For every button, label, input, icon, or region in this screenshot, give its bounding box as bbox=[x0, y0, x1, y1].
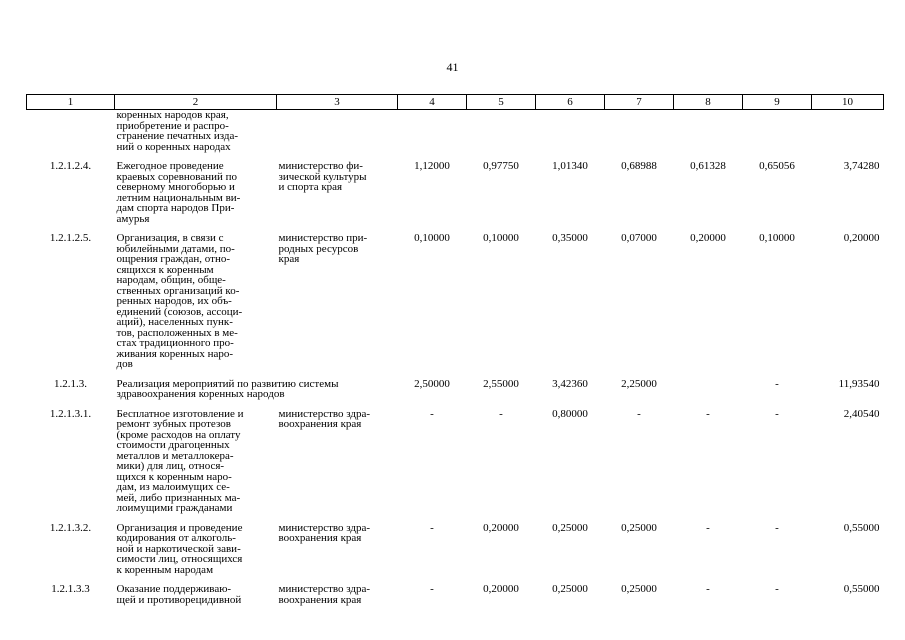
row-name-line: северному многоборью и bbox=[116, 181, 235, 193]
row-name-line: Бесплатное изготовление и bbox=[116, 407, 244, 420]
value-col-10: 2,40540 bbox=[843, 407, 880, 420]
column-header-5: 5 bbox=[467, 95, 536, 110]
column-header-9: 9 bbox=[743, 95, 812, 110]
page-number: 41 bbox=[446, 60, 459, 74]
value-col-4: 2,50000 bbox=[414, 377, 450, 390]
row-name-line: дам, из малоимущих се- bbox=[116, 481, 230, 493]
table-row bbox=[27, 161, 884, 233]
row-name-line: симости лиц, относящихся bbox=[116, 553, 243, 565]
row-executor bbox=[277, 409, 398, 523]
value-col-10: 11,93540 bbox=[838, 377, 880, 390]
row-name-line: летним национальным ви- bbox=[116, 191, 241, 204]
program-table bbox=[26, 94, 884, 614]
row-name-line: стах традиционного про- bbox=[116, 337, 234, 349]
row-name-line: странение печатных изда- bbox=[116, 130, 239, 142]
row-name-line: коренных народов края, bbox=[116, 109, 229, 121]
value-col-10: 0,55000 bbox=[843, 521, 880, 534]
value-col-5: 0,10000 bbox=[483, 232, 519, 244]
row-executor-line: министерство здра- bbox=[278, 583, 371, 595]
row-name-line: ний о коренных народах bbox=[116, 140, 231, 153]
row-name-line: Оказание поддерживаю- bbox=[116, 583, 232, 595]
row-name-line: лоимущими гражданами bbox=[116, 502, 233, 514]
row-executor-line: края bbox=[278, 253, 300, 265]
value-col-6: 3,42360 bbox=[552, 377, 588, 390]
row-code: 1.2.1.3.3 bbox=[51, 583, 90, 595]
value-col-5: - bbox=[499, 407, 503, 420]
row-executor bbox=[277, 523, 398, 585]
value-col-6: 1,01340 bbox=[552, 160, 588, 172]
row-name-line: дам спорта народов При- bbox=[116, 202, 235, 214]
table-row bbox=[27, 379, 884, 409]
value-col-4: 0,10000 bbox=[414, 232, 450, 244]
row-name-line: Организация и проведение bbox=[116, 521, 243, 534]
row-code: 1.2.1.2.5. bbox=[49, 232, 92, 244]
row-executor-line: министерство здра- bbox=[278, 521, 371, 534]
value-col-7: 0,07000 bbox=[621, 232, 657, 244]
row-name-line: живания коренных наро- bbox=[116, 347, 234, 360]
row-executor bbox=[277, 110, 398, 162]
column-header-6: 6 bbox=[536, 95, 605, 110]
row-name-line: дов bbox=[116, 358, 133, 370]
row-name-line: Реализация мероприятий по развитию системы bbox=[116, 377, 339, 390]
row-name-line: щихся к коренным наро- bbox=[116, 470, 232, 483]
row-executor-line: министерство здра- bbox=[278, 407, 371, 420]
value-col-9: - bbox=[775, 377, 779, 390]
value-col-7: 2,25000 bbox=[621, 377, 657, 390]
row-name-wide bbox=[115, 379, 398, 409]
value-col-7 bbox=[605, 110, 674, 162]
column-header-8: 8 bbox=[674, 95, 743, 110]
row-code: 1.2.1.3.1. bbox=[49, 407, 92, 420]
row-name-line: (кроме расходов на оплату bbox=[116, 428, 241, 441]
row-executor-line: министерство фи- bbox=[278, 160, 363, 172]
row-name bbox=[115, 409, 277, 523]
row-name-line: металлов и металлокера- bbox=[116, 449, 234, 462]
value-col-10: 3,74280 bbox=[843, 160, 880, 172]
row-name-line: к коренным народам bbox=[116, 563, 214, 576]
row-name-line: ренных народов, их объ- bbox=[116, 295, 232, 307]
value-col-5: 0,20000 bbox=[483, 583, 519, 595]
row-name-line: амурья bbox=[116, 212, 150, 225]
value-col-8: - bbox=[706, 583, 710, 595]
table-row bbox=[27, 409, 884, 523]
column-header-4: 4 bbox=[398, 95, 467, 110]
column-header-2: 2 bbox=[115, 95, 277, 110]
row-executor-line: зической культуры bbox=[278, 170, 367, 183]
row-name-line: Организация, в связи с bbox=[116, 232, 224, 244]
value-col-8: - bbox=[706, 521, 710, 534]
value-col-8 bbox=[674, 110, 743, 162]
value-col-8: - bbox=[706, 407, 710, 420]
value-col-6: 0,25000 bbox=[552, 521, 588, 534]
row-name bbox=[115, 110, 277, 162]
value-col-7: 0,25000 bbox=[621, 521, 657, 534]
table-row bbox=[27, 233, 884, 379]
value-col-4: 1,12000 bbox=[414, 160, 450, 172]
row-name-line: приобретение и распро- bbox=[116, 119, 229, 132]
value-col-7: 0,25000 bbox=[621, 583, 657, 595]
row-name-line: мей, либо признанных ма- bbox=[116, 491, 241, 504]
value-col-5: 2,55000 bbox=[483, 377, 519, 390]
value-col-9: - bbox=[775, 583, 779, 595]
value-col-4 bbox=[398, 110, 467, 162]
value-col-6: 0,25000 bbox=[552, 583, 588, 595]
value-col-9: 0,10000 bbox=[759, 232, 795, 244]
value-col-9 bbox=[743, 110, 812, 162]
row-name-line: единений (союзов, ассоци- bbox=[116, 305, 243, 318]
value-col-6: 0,80000 bbox=[552, 407, 588, 420]
row-executor-line: министерство при- bbox=[278, 232, 368, 244]
row-name-line: народам, общин, обще- bbox=[116, 274, 226, 286]
value-col-7: 0,68988 bbox=[621, 160, 657, 172]
row-executor bbox=[277, 161, 398, 233]
row-executor bbox=[277, 233, 398, 379]
value-col-8: 0,20000 bbox=[690, 232, 726, 244]
value-col-5: 0,97750 bbox=[483, 160, 519, 172]
row-code bbox=[27, 110, 115, 162]
column-header-3: 3 bbox=[277, 95, 398, 110]
column-header-1: 1 bbox=[27, 95, 115, 110]
row-name-line: щей и противорецидивной bbox=[116, 593, 242, 606]
header-row bbox=[27, 95, 884, 110]
column-header-10: 10 bbox=[812, 95, 884, 110]
row-name-line: мики) для лиц, относя- bbox=[116, 460, 225, 472]
row-executor-line: воохранения края bbox=[278, 532, 362, 544]
row-name-line: Ежегодное проведение bbox=[116, 160, 224, 172]
row-name-line: здравоохранения коренных народов bbox=[116, 388, 285, 400]
row-name-line: тов, расположенных в ме- bbox=[116, 326, 238, 339]
value-col-4: - bbox=[430, 583, 434, 595]
value-col-10: 0,20000 bbox=[843, 232, 880, 244]
value-col-4: - bbox=[430, 407, 434, 420]
row-name-line: стоимости драгоценных bbox=[116, 439, 230, 451]
row-name-line: кодирования от алкоголь- bbox=[116, 532, 236, 544]
value-col-5: 0,20000 bbox=[483, 521, 519, 534]
table-row bbox=[27, 110, 884, 162]
row-code: 1.2.1.2.4. bbox=[49, 160, 92, 172]
row-executor bbox=[277, 584, 398, 614]
row-name bbox=[115, 523, 277, 585]
value-col-6 bbox=[536, 110, 605, 162]
row-name-line: ремонт зубных протезов bbox=[116, 418, 231, 430]
value-col-8 bbox=[674, 379, 743, 409]
value-col-7: - bbox=[637, 407, 641, 420]
value-col-9: 0,65056 bbox=[759, 160, 795, 172]
row-executor-line: родных ресурсов bbox=[278, 242, 359, 255]
row-name-line: сящихся к коренным bbox=[116, 263, 214, 276]
value-col-6: 0,35000 bbox=[552, 232, 588, 244]
column-header-7: 7 bbox=[605, 95, 674, 110]
value-col-9: - bbox=[775, 521, 779, 534]
table-row bbox=[27, 523, 884, 585]
value-col-10: 0,55000 bbox=[843, 583, 880, 595]
row-code: 1.2.1.3. bbox=[54, 377, 87, 390]
value-col-8: 0,61328 bbox=[690, 160, 726, 172]
row-executor-line: воохранения края bbox=[278, 593, 362, 606]
row-name-line: ной и наркотической зави- bbox=[116, 542, 241, 555]
row-name-line: аций), населенных пунк- bbox=[116, 316, 233, 328]
row-executor-line: и спорта края bbox=[278, 181, 343, 193]
value-col-10 bbox=[812, 110, 884, 162]
row-name-line: краевых соревнований по bbox=[116, 170, 238, 183]
row-name-line: ственных организаций ко- bbox=[116, 284, 240, 297]
row-executor-line: воохранения края bbox=[278, 418, 362, 430]
table-row bbox=[27, 584, 884, 614]
value-col-5 bbox=[467, 110, 536, 162]
row-name bbox=[115, 584, 277, 614]
value-col-9: - bbox=[775, 407, 779, 420]
row-name-line: ощрения граждан, отно- bbox=[116, 253, 231, 265]
row-name-line: юбилейными датами, по- bbox=[116, 242, 235, 255]
row-name bbox=[115, 233, 277, 379]
row-name bbox=[115, 161, 277, 233]
value-col-4: - bbox=[430, 521, 434, 534]
row-code: 1.2.1.3.2. bbox=[49, 521, 92, 534]
